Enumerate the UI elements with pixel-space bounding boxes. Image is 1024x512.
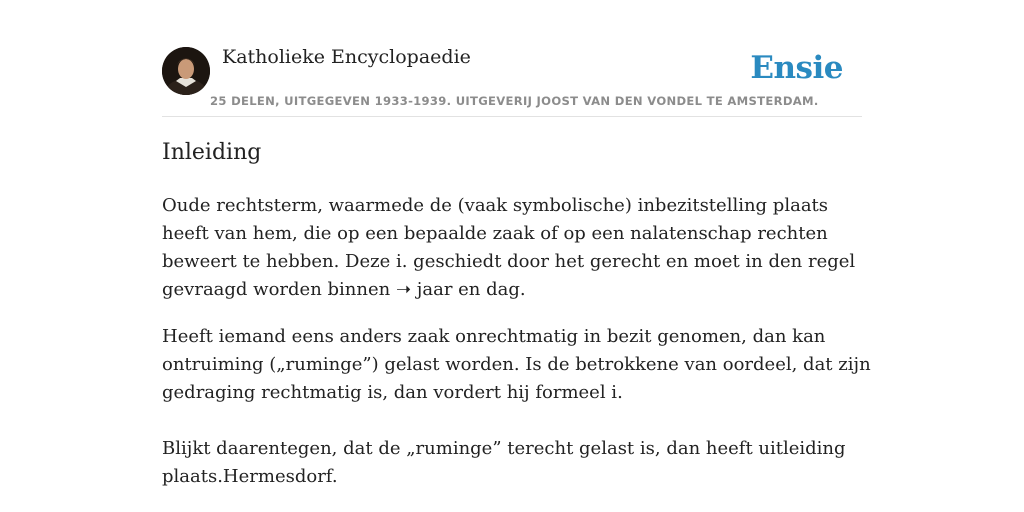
portrait-avatar-icon[interactable] bbox=[162, 47, 210, 95]
article-heading: Inleiding bbox=[162, 140, 262, 165]
article-paragraph-3: Blijkt daarentegen, dat de „ruminge” terecht gelast is, dan heeft uitleiding plaats.Hermesdorf. bbox=[162, 438, 846, 487]
site-header bbox=[162, 44, 862, 117]
article-paragraph-2: Heeft iemand eens anders zaak onrechtmatig in bezit genomen, dan kan ontruiming („ruminge”) gelast worden. Is de betrokkene van oordeel, dat zijn gedraging rechtmatig is, dan vordert hij formeel i. bbox=[162, 326, 871, 403]
paragraph-1-text-end: jaar en dag. bbox=[411, 279, 526, 300]
ensie-logo[interactable]: Ensie bbox=[750, 50, 843, 86]
cross-reference-arrow-link[interactable]: ➝ bbox=[395, 279, 412, 300]
paragraph-1-text: Oude rechtsterm, waarmede de (vaak symbolische) inbezitstelling plaats heeft van hem, die op een bepaalde zaak of op een nalatenschap rechten beweert te hebben. Deze i. geschiedt door het gerecht en moet in den regel gevraagd worden binnen bbox=[162, 195, 856, 300]
publication-subtitle: 25 DELEN, UITGEGEVEN 1933-1939. UITGEVERIJ JOOST VAN DEN VONDEL TE AMSTERDAM. bbox=[210, 94, 819, 108]
publication-title[interactable]: Katholieke Encyclopaedie bbox=[222, 46, 471, 68]
article-paragraph-1 bbox=[162, 192, 872, 304]
